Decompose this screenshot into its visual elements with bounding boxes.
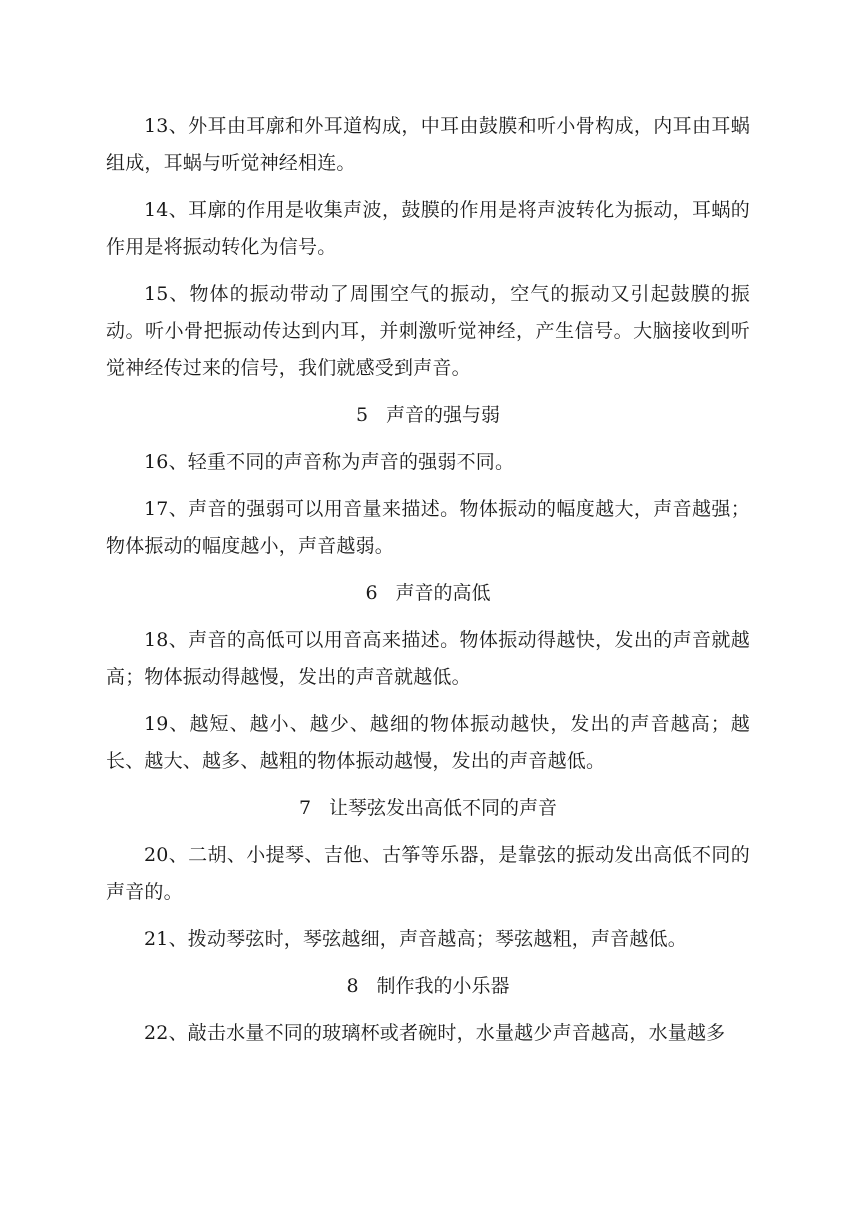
section-title: 声音的强与弱 [386,404,501,426]
section-heading-8 [106,968,750,1005]
section-heading-6 [106,575,750,612]
paragraph-15: 15、物体的振动带动了周围空气的振动，空气的振动又引起鼓膜的振动。听小骨把振动传达到内耳，并刺激听觉神经，产生信号。大脑接收到听觉神经传过来的信号，我们就感受到声音。 [106,283,750,379]
paragraph-19: 19、越短、越小、越少、越细的物体振动越快，发出的声音越高；越长、越大、越多、越粗的物体振动越慢，发出的声音越低。 [106,713,750,772]
section-title: 制作我的小乐器 [376,975,510,997]
paragraph-20: 20、二胡、小提琴、吉他、古筝等乐器，是靠弦的振动发出高低不同的声音的。 [106,844,750,903]
paragraph-18: 18、声音的高低可以用音高来描述。物体振动得越快，发出的声音就越高；物体振动得越慢，发出的声音就越低。 [106,629,750,688]
section-number: 8 [346,975,359,997]
paragraph-17: 17、声音的强弱可以用音量来描述。物体振动的幅度越大，声音越强；物体振动的幅度越小，声音越弱。 [106,498,750,557]
section-title: 声音的高低 [395,582,491,604]
section-title: 让琴弦发出高低不同的声音 [329,797,558,819]
section-heading-5 [106,397,750,434]
paragraph-16: 16、轻重不同的声音称为声音的强弱不同。 [144,451,515,473]
section-heading-7 [106,790,750,827]
section-number: 7 [298,797,312,819]
paragraph-14: 14、耳廓的作用是收集声波，鼓膜的作用是将声波转化为振动，耳蜗的作用是将振动转化为信号。 [106,199,750,258]
section-number: 6 [365,582,378,604]
section-number: 5 [355,404,369,426]
paragraph-21: 21、拨动琴弦时，琴弦越细，声音越高；琴弦越粗，声音越低。 [144,928,687,950]
document-page [106,108,750,1062]
paragraph-22: 22、敲击水量不同的玻璃杯或者碗时，水量越少声音越高，水量越多 [144,1022,726,1044]
paragraph-13: 13、外耳由耳廓和外耳道构成，中耳由鼓膜和听小骨构成，内耳由耳蜗组成，耳蜗与听觉神经相连。 [106,115,750,174]
